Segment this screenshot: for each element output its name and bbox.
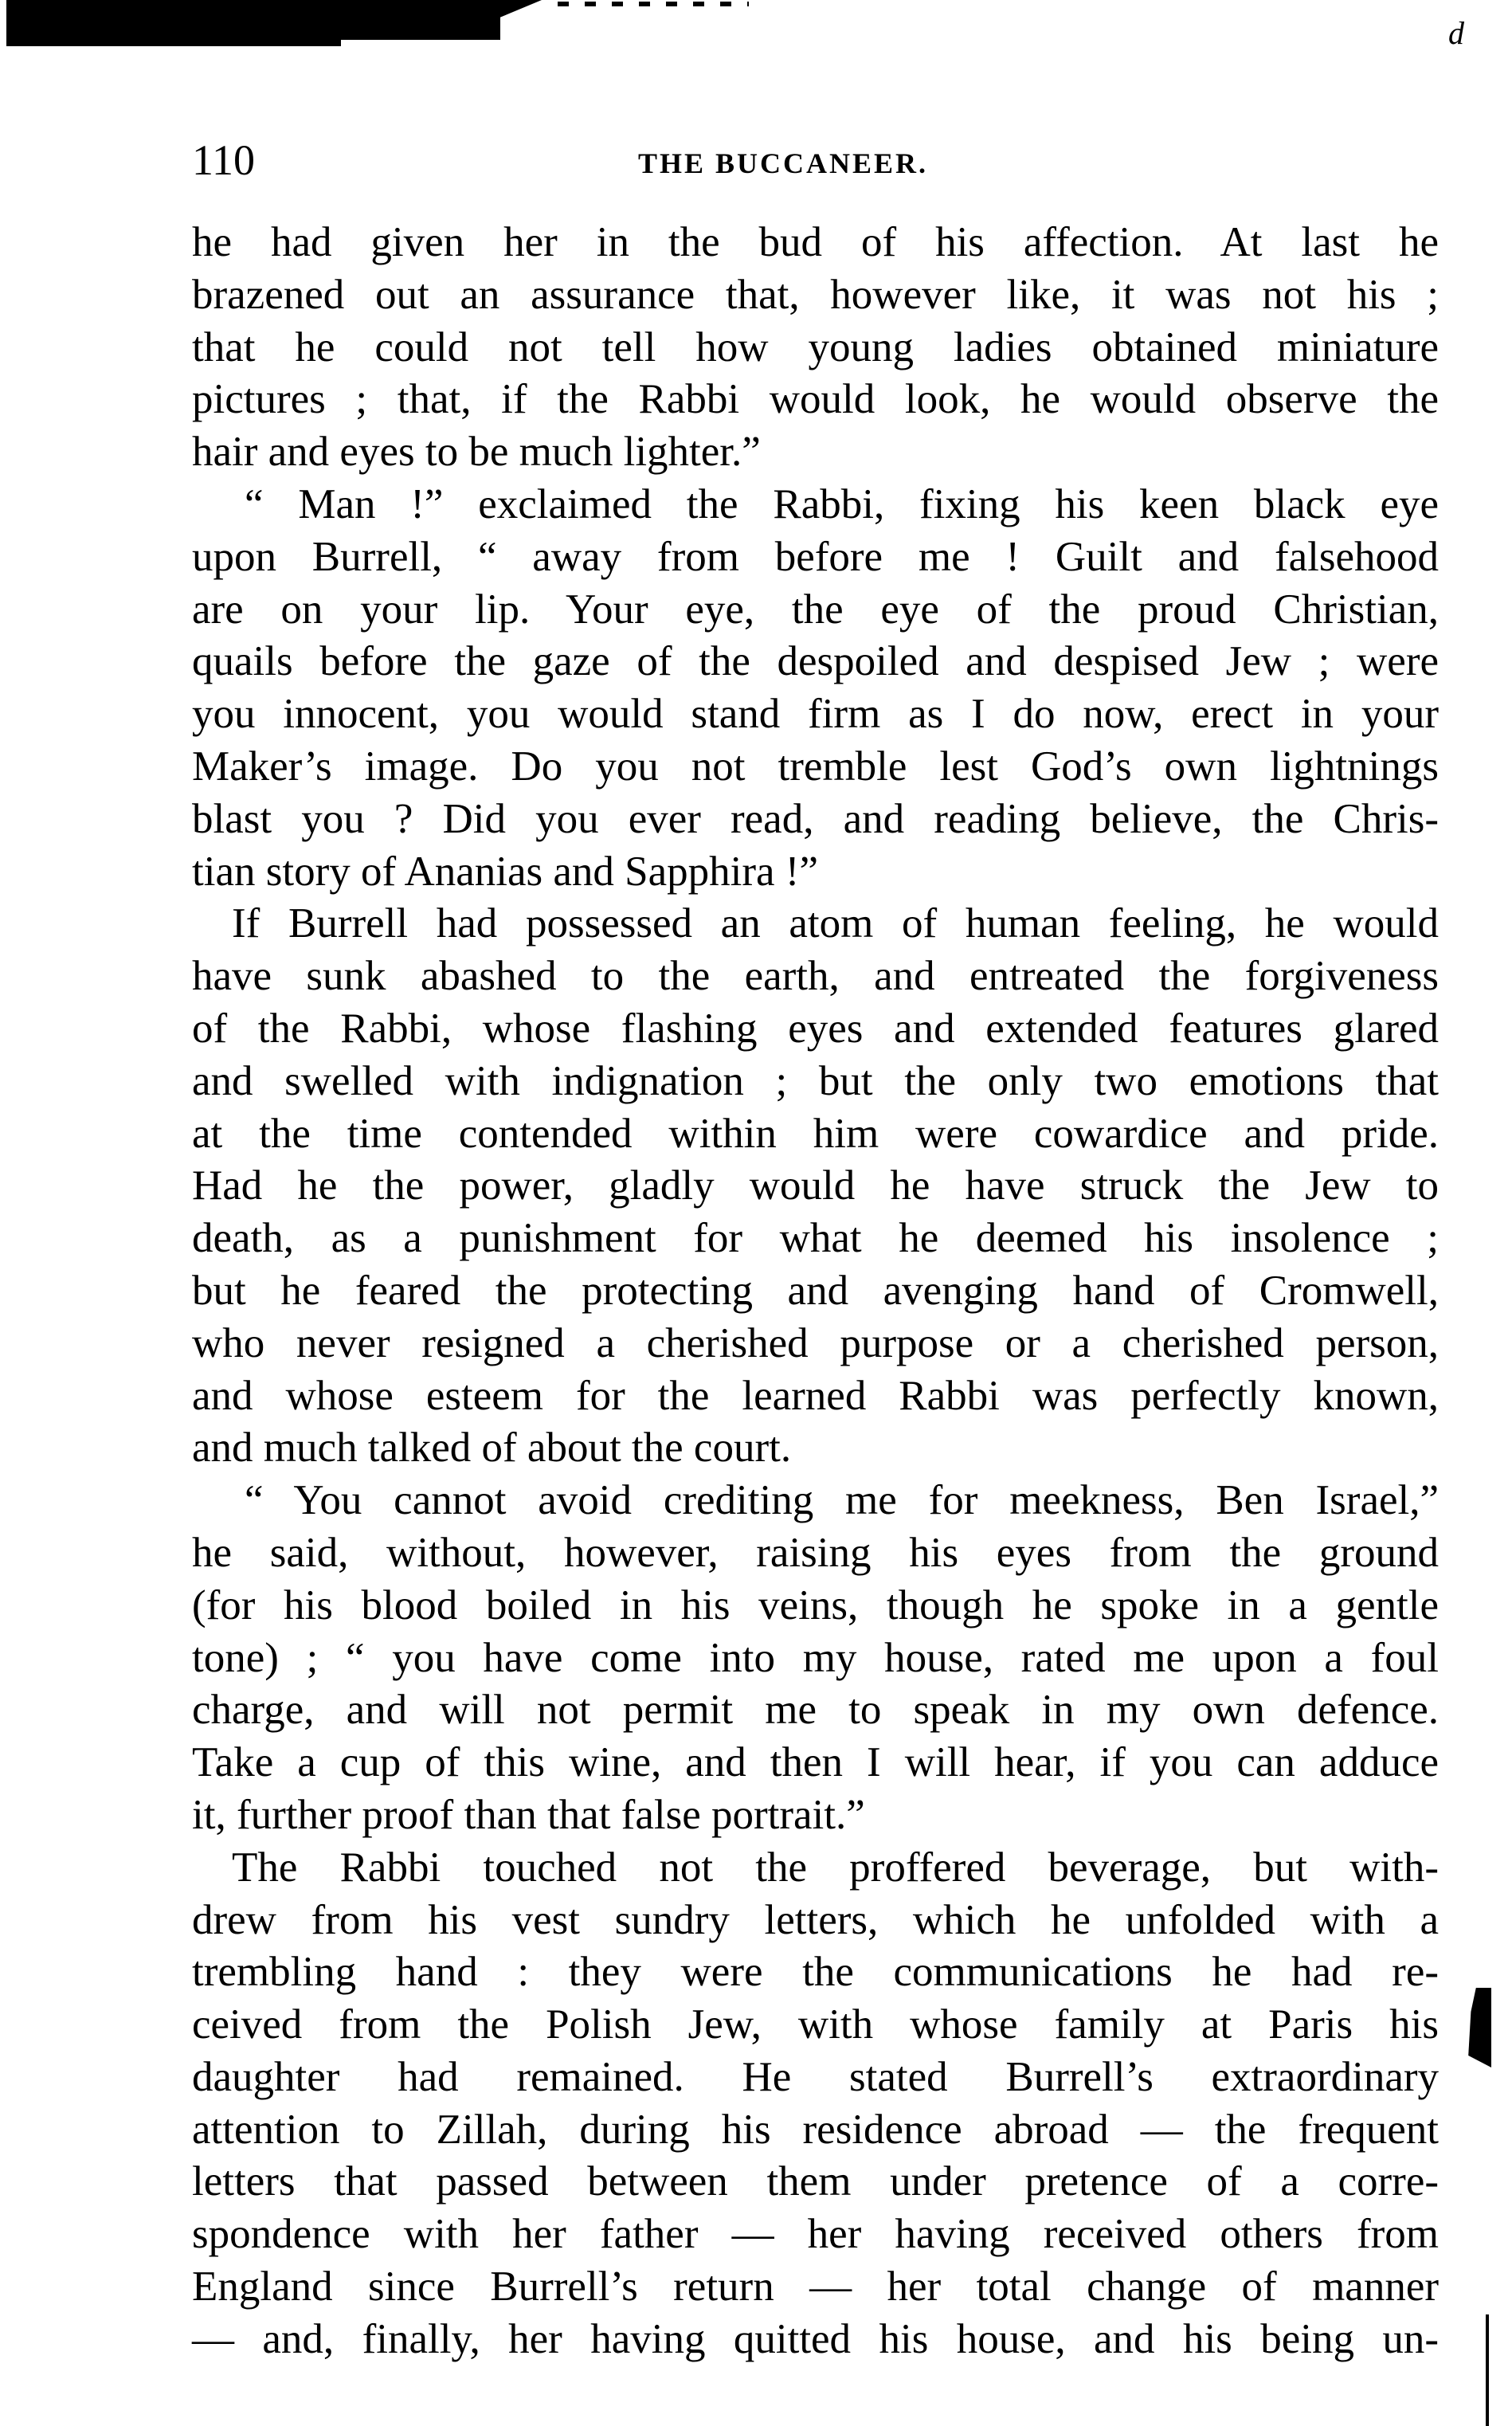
- text-line: ceived from the Polish Jew, with whose family at Paris his: [192, 2001, 1439, 2048]
- text-line: spondence with her father — her having received others from: [192, 2211, 1439, 2258]
- text-line: drew from his vest sundry letters, which he unfolded with a: [192, 1896, 1439, 1943]
- text-line: are on your lip. Your eye, the eye of the proud Christian,: [192, 586, 1439, 633]
- text-line: he had given her in the bud of his affection. At last he: [192, 219, 1439, 265]
- text-line: “ Man !” exclaimed the Rabbi, fixing his keen black eye: [245, 480, 1439, 527]
- text-line: that he could not tell how young ladies obtained miniature: [192, 323, 1439, 370]
- running-title: THE BUCCANEER.: [638, 147, 929, 179]
- text-line: Had he the power, gladly would he have struck the Jew to: [192, 1162, 1439, 1209]
- scan-artifact-top-edge: [6, 40, 341, 46]
- text-line: pictures ; that, if the Rabbi would look, he would observe the: [192, 376, 1439, 423]
- text-line: attention to Zillah, during his residence abroad — the frequent: [192, 2106, 1439, 2153]
- page-number: 110: [192, 136, 255, 184]
- text-line: but he feared the protecting and avenging hand of Cromwell,: [192, 1267, 1439, 1314]
- text-line: who never resigned a cherished purpose or a cherished person,: [192, 1319, 1439, 1366]
- scan-artifact-top: [6, 0, 500, 40]
- text-line: you innocent, you would stand firm as I do now, erect in your: [192, 691, 1439, 738]
- text-line: trembling hand : they were the communications he had re-: [192, 1949, 1439, 1996]
- text-line: brazened out an assurance that, however like, it was not his ;: [192, 271, 1439, 318]
- text-line: hair and eyes to be much lighter.”: [192, 429, 761, 476]
- text-line: and much talked of about the court.: [192, 1425, 792, 1472]
- text-line: — and, finally, her having quitted his house, and his being un-: [192, 2315, 1439, 2362]
- text-line: letters that passed between them under pretence of a corre-: [192, 2158, 1439, 2205]
- text-line: he said, without, however, raising his eyes from the ground: [192, 1529, 1439, 1576]
- text-line: tone) ; “ you have come into my house, rated me upon a foul: [192, 1634, 1439, 1681]
- text-line: it, further proof than that false portrait.”: [192, 1791, 865, 1838]
- text-line: The Rabbi touched not the proffered beverage, but with-: [232, 1844, 1439, 1891]
- text-line: quails before the gaze of the despoiled and despised Jew ; were: [192, 638, 1439, 685]
- text-line: If Burrell had possessed an atom of human feeling, he would: [232, 900, 1439, 947]
- scan-artifact-dots: [558, 2, 749, 6]
- text-line: England since Burrell’s return — her total change of manner: [192, 2263, 1439, 2310]
- text-line: charge, and will not permit me to speak in my own defence.: [192, 1687, 1439, 1734]
- text-line: death, as a punishment for what he deemed his insolence ;: [192, 1215, 1439, 1262]
- body-text: [192, 217, 1439, 2366]
- scan-artifact-edge: [1466, 1988, 1491, 2067]
- text-line: Take a cup of this wine, and then I will hear, if you can adduce: [192, 1739, 1439, 1786]
- margin-mark: d: [1448, 15, 1464, 51]
- text-line: daughter had remained. He stated Burrell’s extraordinary: [192, 2053, 1439, 2100]
- text-line: blast you ? Did you ever read, and reading believe, the Chris-: [192, 795, 1439, 842]
- text-line: “ You cannot avoid crediting me for meekness, Ben Israel,”: [245, 1477, 1439, 1524]
- scan-artifact-tick: [1486, 2314, 1489, 2426]
- text-line: and whose esteem for the learned Rabbi was perfectly known,: [192, 1372, 1439, 1419]
- text-line: Maker’s image. Do you not tremble lest God’s own lightnings: [192, 743, 1439, 790]
- text-line: and swelled with indignation ; but the only two emotions that: [192, 1057, 1439, 1104]
- text-line: (for his blood boiled in his veins, though he spoke in a gentle: [192, 1581, 1439, 1628]
- text-line: have sunk abashed to the earth, and entreated the forgiveness: [192, 953, 1439, 1000]
- text-line: at the time contended within him were cowardice and pride.: [192, 1110, 1439, 1157]
- text-line: of the Rabbi, whose flashing eyes and extended features glared: [192, 1005, 1439, 1052]
- text-line: upon Burrell, “ away from before me ! Guilt and falsehood: [192, 533, 1439, 580]
- text-line: tian story of Ananias and Sapphira !”: [192, 848, 818, 895]
- page-header: [192, 135, 1439, 191]
